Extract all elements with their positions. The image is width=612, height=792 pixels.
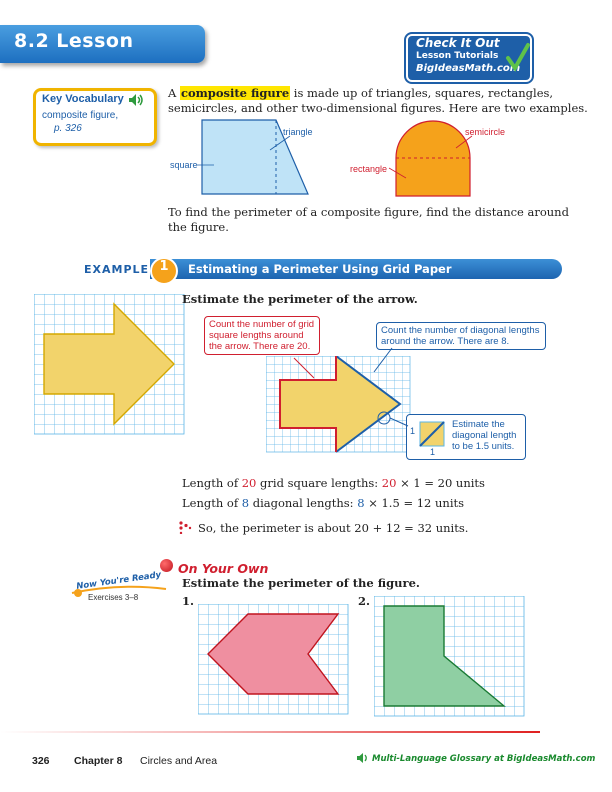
square-label: square [170,160,198,170]
rectangle-semicircle-figure [394,118,472,198]
glossary-speaker-icon[interactable] [356,752,370,764]
unit-diagonal-square [418,420,448,450]
example-number: 1 [159,259,169,274]
rectangle-label: rectangle [350,164,388,174]
square-pointer [196,160,216,170]
chapter-title: Circles and Area [140,755,218,767]
footer-divider [0,731,540,733]
callout-grid-lengths: Count the number of grid square lengths around the arrow. There are 20. [204,316,320,355]
glossary-link[interactable]: Multi-Language Glossary at BigIdeasMath.com [372,754,596,764]
callout-diagonal-lengths: Count the number of diagonal lengths around the arrow. There are 8. [376,322,546,350]
intro-line-2: semicircles, and other two-dimensional figures. Here are two examples. [168,101,588,115]
chapter-label: Chapter 8 [74,755,123,767]
calc-diagonal-lengths: Length of 8 diagonal lengths: 8 × 1.5 = 12 units [182,496,465,510]
now-youre-ready-exercises[interactable]: Exercises 3–8 [88,593,139,602]
page-number: 326 [32,755,50,767]
check-it-out-subtitle: Lesson Tutorials [416,51,499,61]
check-it-out-title: Check It Out [416,36,500,50]
example-prompt: Estimate the perimeter of the arrow. [182,292,418,306]
callout-grid-pointer [290,356,320,382]
perimeter-line-1: To find the perimeter of a composite figure, find the distance around [168,205,569,219]
lesson-title: 8.2 Lesson [14,30,134,52]
problem-1-grid [198,604,350,716]
triangle-label: triangle [283,127,313,137]
callout-diagonal-pointer [370,346,396,376]
semicircle-pointer [452,134,476,154]
example-label: EXAMPLE [84,263,150,276]
unit-side-bottom: 1 [430,447,436,457]
check-it-out-url[interactable]: BigIdeasMath.com [416,63,521,74]
key-vocabulary-item[interactable]: composite figure, [42,110,119,121]
checkmark-icon [505,42,531,72]
key-vocabulary-page: p. 326 [54,123,82,134]
on-your-own-icon [160,559,173,572]
triangle-pointer [264,134,294,154]
conclusion-dots-icon [178,520,192,534]
problem-2-number: 2. [358,594,371,608]
now-youre-ready-label: Now You're Ready [75,570,162,592]
speaker-icon[interactable] [128,93,144,107]
unit-side-left: 1 [410,426,416,436]
problem-2-grid [374,596,526,718]
conclusion-text: So, the perimeter is about 20 + 12 = 32 units. [198,521,469,535]
problem-1-number: 1. [182,594,195,608]
on-your-own-prompt: Estimate the perimeter of the figure. [182,576,420,590]
rectangle-pointer [388,166,410,182]
arrow-grid-small [34,294,186,438]
composite-figure-term: composite figure [180,86,290,100]
callout-estimate-text: Estimate the diagonal length to be 1.5 units. [452,419,517,452]
calc-grid-lengths: Length of 20 grid square lengths: 20 × 1 = 20 units [182,476,485,490]
semicircle-label: semicircle [465,127,506,137]
key-vocabulary-title: Key Vocabulary [42,93,124,105]
intro-line-1: A composite figure is made up of triangles, squares, rectangles, [168,86,554,100]
on-your-own-title: On Your Own [178,561,269,576]
example-title: Estimating a Perimeter Using Grid Paper [188,262,452,276]
callout-estimate-pointer [388,416,410,430]
perimeter-line-2: the figure. [168,220,229,234]
